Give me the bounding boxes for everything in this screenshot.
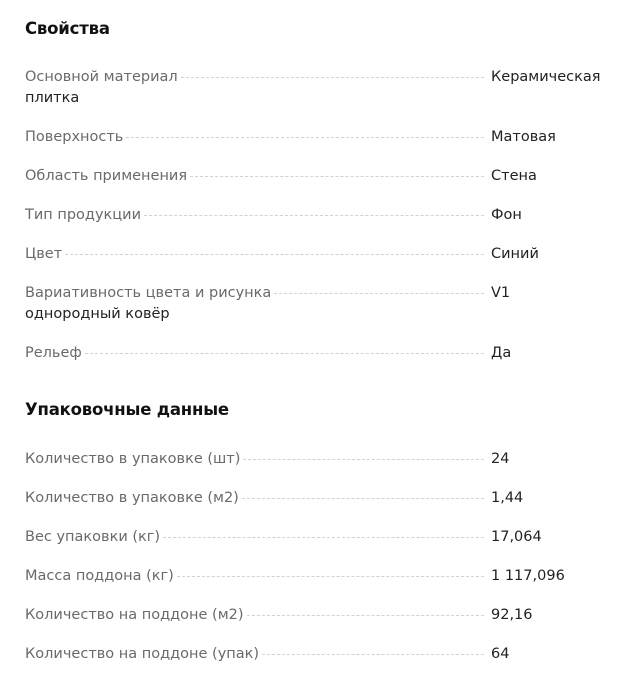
spec-value: 1,44: [491, 490, 524, 506]
spec-name: [25, 527, 484, 548]
spec-name: [25, 67, 484, 109]
dotted-leader: [274, 293, 484, 294]
spec-row-pack-weight: [25, 527, 607, 548]
spec-row-application-area: [25, 166, 607, 187]
spec-label: Цвет: [25, 246, 63, 262]
spec-name: [25, 566, 484, 587]
spec-label: Количество в упаковке (шт): [25, 451, 241, 467]
dotted-leader: [190, 176, 484, 177]
spec-label: Количество на поддоне (упак): [25, 646, 260, 662]
spec-row-pallet-qty-m2: [25, 605, 607, 626]
spec-name: [25, 488, 484, 509]
spec-value: V1: [491, 285, 511, 301]
spec-row-pallet-mass: [25, 566, 607, 587]
spec-row-material: [25, 67, 607, 109]
spec-value: Фон: [491, 207, 522, 223]
section-title-packaging: Упаковочные данные: [25, 400, 229, 419]
spec-name: [25, 644, 484, 665]
spec-label: Область применения: [25, 168, 188, 184]
dotted-leader: [242, 498, 484, 499]
dotted-leader: [177, 576, 484, 577]
spec-label: Поверхность: [25, 129, 124, 145]
spec-label: Масса поддона (кг): [25, 568, 174, 584]
spec-value: 64: [491, 646, 510, 662]
spec-name: [25, 343, 484, 364]
dotted-leader: [85, 353, 484, 354]
dotted-leader: [65, 254, 484, 255]
spec-value: 1 117,096: [491, 568, 565, 584]
dotted-leader: [243, 459, 484, 460]
spec-label: Вариативность цвета и рисунка: [25, 285, 272, 301]
spec-value: Стена: [491, 168, 537, 184]
spec-value: 24: [491, 451, 510, 467]
spec-value: Синий: [491, 246, 539, 262]
spec-name: [25, 244, 484, 265]
dotted-leader: [144, 215, 484, 216]
spec-value-continuation: однородный ковёр: [25, 306, 170, 322]
spec-name: [25, 283, 484, 325]
spec-name: [25, 166, 484, 187]
spec-name: [25, 205, 484, 226]
section-title-properties: Свойства: [25, 19, 110, 38]
spec-row-color-variation: [25, 283, 607, 325]
spec-row-pack-qty-m2: [25, 488, 607, 509]
spec-value: Матовая: [491, 129, 556, 145]
spec-row-pallet-qty-packs: [25, 644, 607, 665]
spec-row-pack-qty-pcs: [25, 449, 607, 470]
spec-label: Количество на поддоне (м2): [25, 607, 244, 623]
spec-label: Тип продукции: [25, 207, 142, 223]
spec-value: 92,16: [491, 607, 533, 623]
spec-name: [25, 449, 484, 470]
spec-label: Вес упаковки (кг): [25, 529, 161, 545]
spec-value-continuation: плитка: [25, 90, 80, 106]
spec-name: [25, 605, 484, 626]
dotted-leader: [163, 537, 484, 538]
spec-row-relief: [25, 343, 607, 364]
dotted-leader: [126, 137, 484, 138]
spec-label: Количество в упаковке (м2): [25, 490, 239, 506]
spec-label: Основной материал: [25, 69, 178, 85]
dotted-leader: [262, 654, 484, 655]
dotted-leader: [247, 615, 484, 616]
spec-name: [25, 127, 484, 148]
dotted-leader: [181, 77, 484, 78]
spec-value: Керамическая: [491, 69, 601, 85]
spec-value: 17,064: [491, 529, 542, 545]
spec-row-product-type: [25, 205, 607, 226]
spec-row-color: [25, 244, 607, 265]
spec-label: Рельеф: [25, 345, 82, 361]
spec-value: Да: [491, 345, 512, 361]
spec-row-surface: [25, 127, 607, 148]
